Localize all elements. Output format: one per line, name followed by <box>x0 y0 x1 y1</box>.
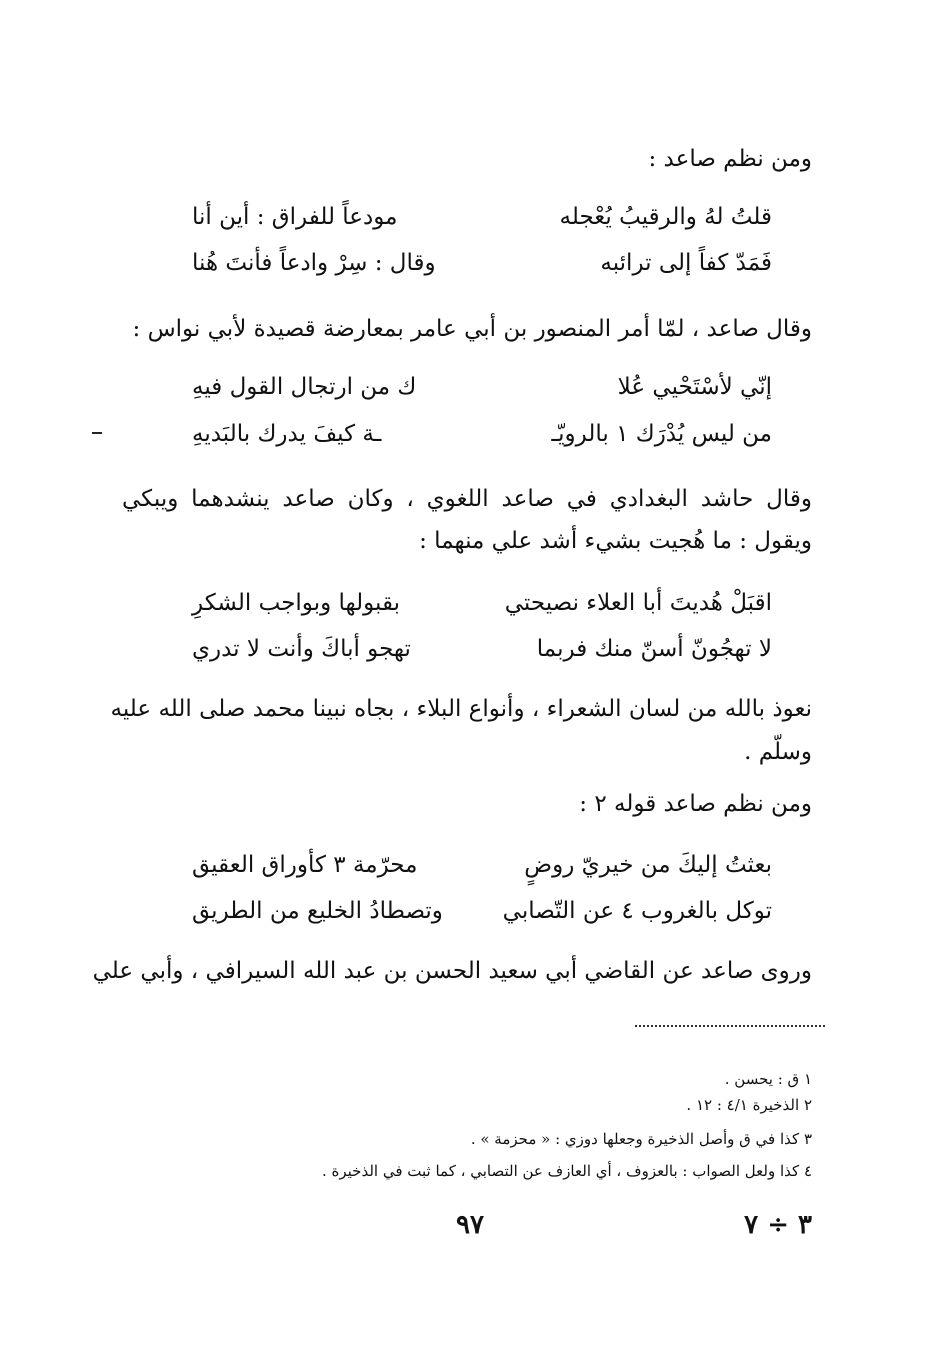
verse-8 <box>192 891 772 931</box>
verse-1 <box>192 197 772 237</box>
verse-6 <box>192 629 772 669</box>
verse-1-first-hemistich: قلتُ لهُ والرقيبُ يُعْجله <box>559 204 772 230</box>
verse-2 <box>192 243 772 283</box>
footnote-1: ١ ق : يحسن . <box>724 1070 812 1088</box>
verse-5-second-hemistich: بقبولها وبواجب الشكرِ <box>192 590 400 616</box>
text-line-3: وقال حاشد البغدادي في صاعد اللغوي ، وكان صاعد ينشدهما ويبكي <box>122 486 812 512</box>
verse-4-first-hemistich: من ليس يُدْرَك ١ بالرويّـ <box>551 421 772 447</box>
footnote-separator <box>635 1025 825 1027</box>
verse-4-second-hemistich: ـة كيفَ يدرك بالبَديهِ <box>192 421 382 447</box>
verse-8-second-hemistich: وتصطادُ الخليع من الطريق <box>192 898 443 924</box>
text-line-6: وسلّم . <box>744 739 812 765</box>
page-number: ٩٧ <box>456 1210 484 1240</box>
verse-6-first-hemistich: لا تهجُونّ أسنّ منك فربما <box>536 636 772 662</box>
text-line-5: نعوذ بالله من لسان الشعراء ، وأنواع البلاء ، بجاه نبينا محمد صلى الله عليه <box>110 696 812 722</box>
text-line-7: ومن نظم صاعد قوله ٢ : <box>579 791 812 817</box>
footnote-2: ٢ الذخيرة ٤/١ : ١٢ . <box>686 1096 812 1114</box>
verse-8-first-hemistich: توكل بالغروب ٤ عن التّصابي <box>502 898 772 924</box>
verse-4 <box>192 414 772 454</box>
verse-5 <box>192 583 772 623</box>
footnote-3: ٣ كذا في ق وأصل الذخيرة وجعلها دوزي : « محزمة » . <box>470 1130 812 1148</box>
verse-7-second-hemistich: محرّمة ٣ كأوراق العقيق <box>192 852 418 878</box>
verse-7-first-hemistich: بعثتُ إليكَ من خيريّ روضٍ <box>524 852 772 878</box>
verse-7 <box>192 845 772 885</box>
verse-3 <box>192 367 772 407</box>
text-line-2: وقال صاعد ، لمّا أمر المنصور بن أبي عامر بمعارضة قصيدة لأبي نواس : <box>132 316 812 342</box>
verse-3-second-hemistich: ك من ارتجال القول فيهِ <box>192 374 417 400</box>
text-line-8: وروى صاعد عن القاضي أبي سعيد الحسن بن عبد الله السيرافي ، وأبي علي <box>92 958 812 984</box>
footnote-4: ٤ كذا ولعل الصواب : بالعزوف ، أي العازف عن التصابي ، كما ثبت في الذخيرة . <box>321 1162 812 1180</box>
margin-mark <box>92 432 102 434</box>
verse-3-first-hemistich: إنّي لأسْتَحْيي عُلا <box>617 374 772 400</box>
verse-6-second-hemistich: تهجو أباكَ وأنت لا تدري <box>192 636 411 662</box>
text-line-1: ومن نظم صاعد : <box>648 146 812 172</box>
signature-mark: ٣ ÷ ٧ <box>744 1210 812 1240</box>
verse-5-first-hemistich: اقبَلْ هُديتَ أبا العلاء نصيحتي <box>504 590 772 616</box>
verse-2-first-hemistich: فَمَدّ كفاً إلى ترائبه <box>600 250 772 276</box>
verse-2-second-hemistich: وقال : سِرْ وادعاً فأنتَ هُنا <box>192 250 436 276</box>
text-line-4: ويقول : ما هُجيت بشيء أشد علي منهما : <box>419 528 812 554</box>
verse-1-second-hemistich: مودعاً للفراق : أين أنا <box>192 204 398 230</box>
